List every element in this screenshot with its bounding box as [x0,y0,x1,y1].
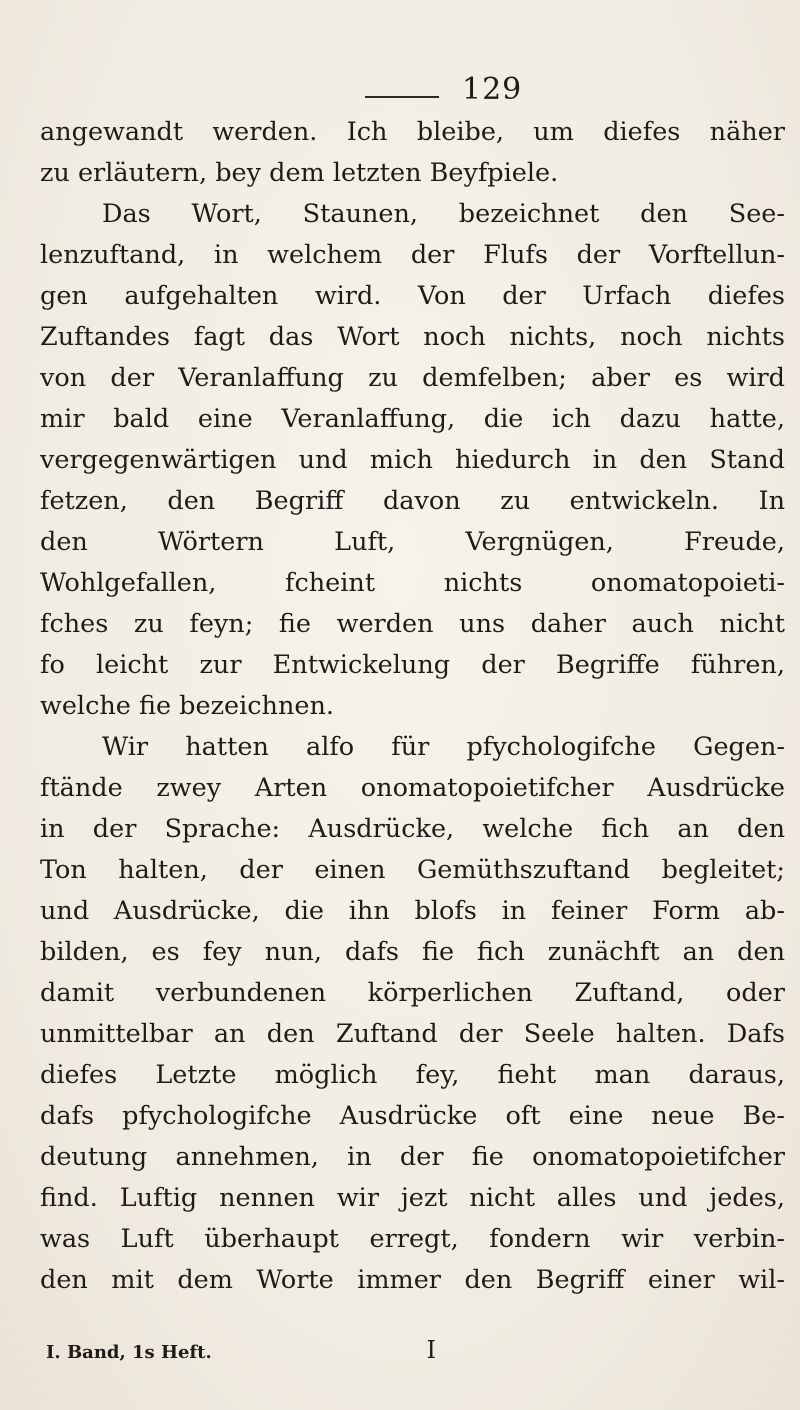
header-rule [365,96,439,98]
text-line: in der Sprache: Ausdrücke, welche fich an den [40,814,785,844]
text-line: unmittelbar an den Zuftand der Seele halten. Dafs [40,1019,785,1049]
text-line: ftände zwey Arten onomatopoietifcher Ausdrücke [40,773,785,803]
body-text [40,112,785,1301]
text-line: Wohlgefallen, fcheint nichts onomatopoieti- [40,568,785,598]
text-line: den Wörtern Luft, Vergnügen, Freude, [40,527,785,557]
text-line: Zuftandes fagt das Wort noch nichts, noch nichts [40,322,785,352]
text-line: bilden, es fey nun, dafs fie fich zunächft an den [40,937,785,967]
text-line: Ton halten, der einen Gemüthszuftand begleitet; [40,855,785,885]
volume-signature: I. Band, 1s Heft. [46,1342,212,1363]
text-line: lenzuftand, in welchem der Flufs der Vorftellun- [40,240,785,270]
text-line: den mit dem Worte immer den Begriff einer wil- [40,1265,785,1295]
sheet-mark: I [426,1336,436,1364]
page-footer [46,1336,446,1364]
text-line: damit verbundenen körperlichen Zuftand, oder [40,978,785,1008]
page-number: 129 [462,72,523,107]
text-line: welche fie bezeichnen. [40,691,335,721]
text-line: dafs pfychologifche Ausdrücke oft eine neue Be- [40,1101,785,1131]
text-line: vergegenwärtigen und mich hiedurch in den Stand [40,445,785,475]
text-line: fo leicht zur Entwickelung der Begriffe führen, [40,650,785,680]
text-line: zu erläutern, bey dem letzten Beyfpiele. [40,158,559,188]
text-line: gen aufgehalten wird. Von der Urfach diefes [40,281,785,311]
text-line: Wir hatten alfo für pfychologifche Gegen- [102,732,785,762]
text-line: find. Luftig nennen wir jezt nicht alles und jedes, [40,1183,785,1213]
text-line: von der Veranlaffung zu demfelben; aber es wird [40,363,785,393]
text-line: was Luft überhaupt erregt, fondern wir verbin- [40,1224,785,1254]
text-line: und Ausdrücke, die ihn blofs in feiner Form ab- [40,896,785,926]
text-line: diefes Letzte möglich fey, fieht man daraus, [40,1060,785,1090]
text-line: fetzen, den Begriff davon zu entwickeln. In [40,486,785,516]
text-line: mir bald eine Veranlaffung, die ich dazu hatte, [40,404,785,434]
text-line: fches zu feyn; fie werden uns daher auch nicht [40,609,785,639]
text-line: Das Wort, Staunen, bezeichnet den See- [102,199,785,229]
text-line: angewandt werden. Ich bleibe, um diefes näher [40,117,785,147]
text-line: deutung annehmen, in der fie onomatopoietifcher [40,1142,785,1172]
